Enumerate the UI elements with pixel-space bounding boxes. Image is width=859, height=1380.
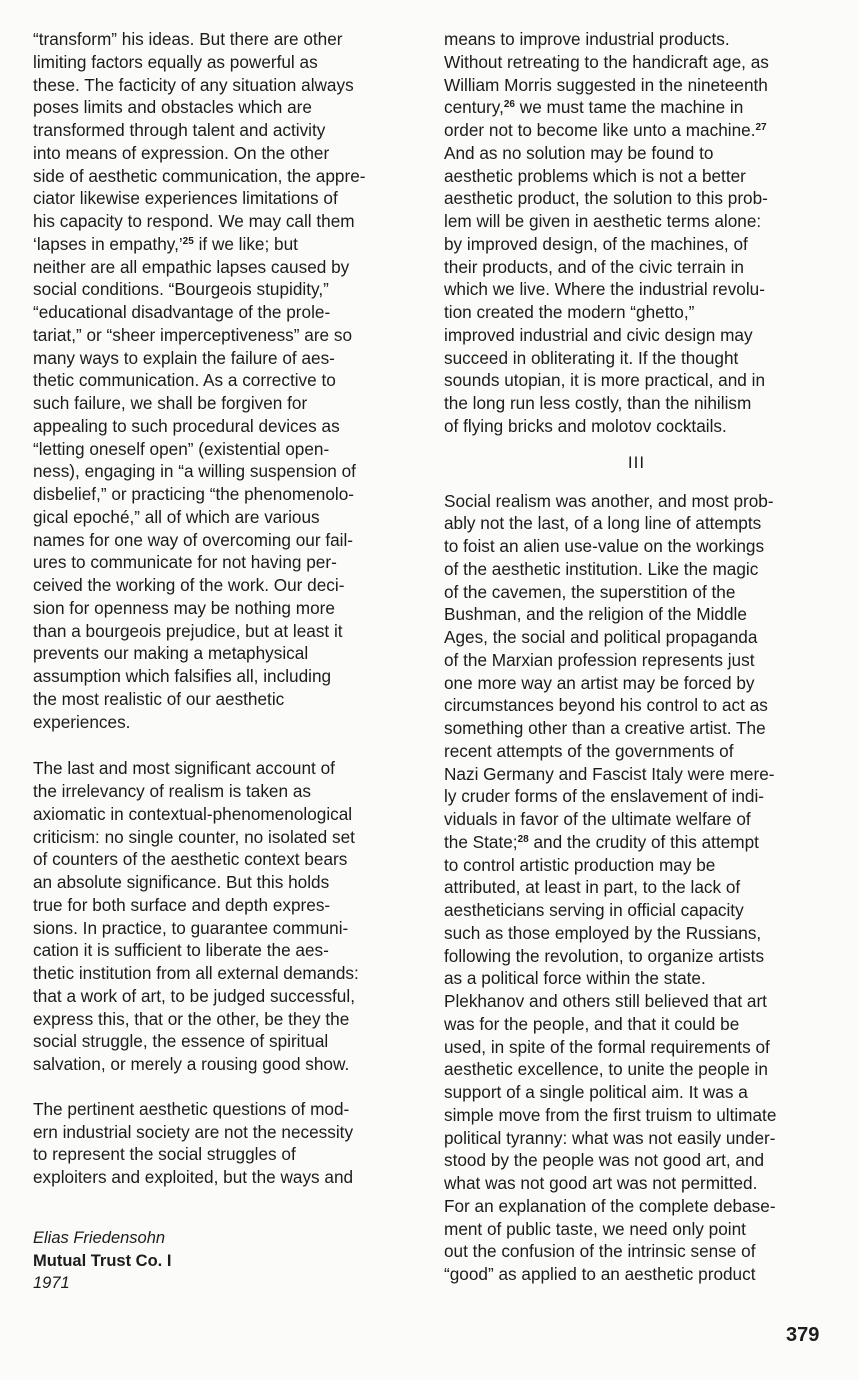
text-line: social conditions. “Bourgeois stupidity,”	[33, 279, 329, 300]
text-line: “letting oneself open” (existential open-	[33, 438, 330, 459]
text-line: Plekhanov and others still believed that art	[444, 991, 767, 1011]
text-line: cation it is sufficient to liberate the aes-	[33, 940, 329, 961]
text-line: such as those employed by the Russians,	[444, 922, 762, 943]
text-line: transformed through talent and activity	[33, 120, 326, 140]
text-fragment: and the crudity of this attempt	[528, 831, 759, 852]
text-line: exploiters and exploited, but the ways and	[33, 1167, 354, 1187]
text-line: experiences.	[33, 711, 131, 732]
footnote-ref-28: 28	[517, 833, 529, 845]
artwork-caption	[33, 1227, 171, 1295]
text-line: by improved design, of the machines, of	[444, 233, 748, 254]
text-line: names for one way of overcoming our fail-	[33, 529, 354, 550]
text-line: express this, that or the other, be they the	[33, 1008, 350, 1029]
text-line: tion created the modern “ghetto,”	[444, 302, 695, 322]
left-paragraph-2	[33, 757, 423, 1076]
caption-title: Mutual Trust Co. I	[33, 1251, 172, 1270]
text-line: Ages, the social and political propaganda	[444, 627, 758, 647]
footnote-ref-27: 27	[755, 122, 767, 133]
text-line: “educational disadvantage of the prole-	[33, 302, 331, 322]
text-line: Bushman, and the religion of the Middle	[444, 604, 747, 625]
text-line: succeed in obliterating it. If the thought	[444, 347, 739, 368]
text-line: ly cruder forms of the enslavement of indi-	[444, 786, 765, 807]
footnote-ref-25: 25	[182, 235, 194, 247]
text-line: something other than a creative artist. The	[444, 718, 766, 738]
page-number: 379	[786, 1324, 820, 1346]
text-line: axiomatic in contextual-phenomenological	[33, 803, 353, 824]
text-line: sions. In practice, to guarantee communi-	[33, 917, 349, 938]
text-fragment: the State;	[444, 831, 518, 852]
text-line: The last and most significant account of	[33, 758, 335, 779]
text-line: sounds utopian, it is more practical, and in	[444, 370, 766, 391]
text-line: assumption which falsifies all, including	[33, 666, 332, 686]
text-line: ably not the last, of a long line of attempts	[444, 513, 762, 534]
text-line: ern industrial society are not the necessity	[33, 1121, 354, 1142]
text-line: William Morris suggested in the nineteenth	[444, 74, 768, 95]
text-line: what was not good art was not permitted.	[444, 1173, 758, 1193]
text-line: of the cavemen, the superstition of the	[444, 581, 736, 602]
right-paragraph-1	[444, 28, 829, 438]
right-paragraph-2	[444, 490, 829, 1286]
text-line: ness), engaging in “a willing suspension of	[33, 461, 356, 482]
text-line: these. The facticity of any situation always	[33, 74, 354, 95]
text-line: of the aesthetic institution. Like the magic	[444, 558, 759, 579]
text-line: criticism: no single counter, no isolated set	[33, 826, 355, 847]
text-line: thetic institution from all external demands:	[33, 963, 359, 983]
text-line: to represent the social struggles of	[33, 1144, 296, 1165]
text-line: than a bourgeois prejudice, but at least it	[33, 620, 343, 641]
text-line: poses limits and obstacles which are	[33, 97, 312, 118]
text-line	[444, 96, 829, 119]
text-fragment: if we like; but	[193, 233, 298, 254]
text-line: recent attempts of the governments of	[444, 740, 734, 761]
text-line: sion for openness may be nothing more	[33, 597, 335, 618]
text-line: appealing to such procedural devices as	[33, 415, 340, 436]
text-line: their products, and of the civic terrain in	[444, 256, 744, 277]
text-line: political tyranny: what was not easily under-	[444, 1127, 776, 1148]
text-line: many ways to explain the failure of aes-	[33, 347, 335, 368]
text-line: which we live. Where the industrial revolu-	[444, 279, 765, 300]
caption-year: 1971	[33, 1274, 70, 1292]
text-line: one more way an artist may be forced by	[444, 672, 755, 693]
text-line: Without retreating to the handicraft age, as	[444, 51, 769, 72]
text-line: the irrelevancy of realism is taken as	[33, 781, 311, 801]
left-paragraph-3	[33, 1098, 423, 1189]
text-line: gical epoché,” all of which are various	[33, 506, 320, 527]
text-fragment: ‘lapses in empathy,’	[33, 233, 183, 254]
text-line: of counters of the aesthetic context bears	[33, 849, 348, 870]
text-line: ciator likewise experiences limitations of	[33, 188, 338, 209]
text-line: out the confusion of the intrinsic sense of	[444, 1241, 756, 1262]
left-column	[33, 28, 423, 1189]
text-line: thetic communication. As a corrective to	[33, 370, 336, 391]
text-line: of the Marxian profession represents just	[444, 649, 755, 670]
text-line: of flying bricks and molotov cocktails.	[444, 415, 727, 436]
text-line: means to improve industrial products.	[444, 29, 730, 49]
text-line: prevents our making a metaphysical	[33, 643, 309, 664]
footnote-ref-26: 26	[503, 99, 515, 111]
text-line: tariat,” or “sheer imperceptiveness” are so	[33, 324, 353, 345]
text-fragment: order not to become like unto a machine.	[444, 120, 756, 140]
text-line: And as no solution may be found to	[444, 142, 714, 163]
text-line: circumstances beyond his control to act as	[444, 695, 768, 716]
section-heading: III	[627, 452, 646, 472]
text-line: aesthetic problems which is not a better	[444, 165, 746, 186]
text-line: improved industrial and civic design may	[444, 324, 753, 345]
text-line: social struggle, the essence of spiritual	[33, 1031, 329, 1052]
text-line: aestheticians serving in official capacity	[444, 900, 744, 920]
text-line: disbelief,” or practicing “the phenomenolo-	[33, 484, 355, 504]
text-line: was for the people, and that it could be	[444, 1013, 740, 1034]
text-line: to foist an alien use-value on the workings	[444, 536, 765, 556]
text-line: salvation, or merely a rousing good show.	[33, 1054, 350, 1074]
text-line: to control artistic production may be	[444, 854, 716, 875]
text-line: following the revolution, to organize artists	[444, 945, 765, 966]
text-line: an absolute significance. But this holds	[33, 872, 330, 892]
text-line: such failure, we shall be forgiven for	[33, 393, 308, 413]
text-line: as a political force within the state.	[444, 968, 706, 989]
text-line: aesthetic product, the solution to this prob-	[444, 188, 768, 209]
text-fragment: we must tame the machine in	[515, 97, 744, 118]
text-line: The pertinent aesthetic questions of mod-	[33, 1098, 350, 1119]
text-line: his capacity to respond. We may call them	[33, 211, 355, 231]
text-line: ceived the working of the work. Our deci-	[33, 575, 345, 595]
text-line: Nazi Germany and Fascist Italy were mere-	[444, 763, 775, 784]
left-paragraph-1	[33, 28, 423, 733]
text-line: into means of expression. On the other	[33, 142, 330, 163]
text-line: the most realistic of our aesthetic	[33, 688, 285, 709]
text-line: the long run less costly, than the nihilism	[444, 393, 752, 413]
text-line: ment of public taste, we need only point	[444, 1218, 746, 1239]
text-line: true for both surface and depth expres-	[33, 894, 331, 915]
text-line: that a work of art, to be judged successful,	[33, 985, 355, 1006]
text-line: used, in spite of the formal requirements of	[444, 1036, 770, 1057]
text-line: ures to communicate for not having per-	[33, 552, 337, 573]
text-line: neither are all empathic lapses caused by	[33, 256, 350, 277]
text-line: “transform” his ideas. But there are other	[33, 29, 343, 49]
text-line: For an explanation of the complete debase-	[444, 1195, 776, 1216]
text-line	[33, 233, 423, 256]
text-line	[444, 831, 829, 854]
text-line: “good” as applied to an aesthetic product	[444, 1264, 756, 1284]
text-line: viduals in favor of the ultimate welfare of	[444, 809, 751, 829]
text-fragment: century,	[444, 97, 504, 118]
text-line: simple move from the first truism to ultimate	[444, 1104, 777, 1125]
text-line: lem will be given in aesthetic terms alone:	[444, 211, 762, 231]
caption-artist: Elias Friedensohn	[33, 1229, 166, 1247]
text-line: aesthetic excellence, to unite the people in	[444, 1059, 768, 1080]
text-line: limiting factors equally as powerful as	[33, 51, 318, 72]
text-line: stood by the people was not good art, and	[444, 1150, 765, 1171]
text-line: Social realism was another, and most prob-	[444, 490, 774, 511]
text-line: side of aesthetic communication, the appre-	[33, 165, 366, 186]
text-line: support of a single political aim. It was a	[444, 1082, 748, 1102]
text-line: attributed, at least in part, to the lack of	[444, 877, 741, 898]
text-line	[444, 119, 829, 142]
right-column	[444, 28, 829, 1286]
